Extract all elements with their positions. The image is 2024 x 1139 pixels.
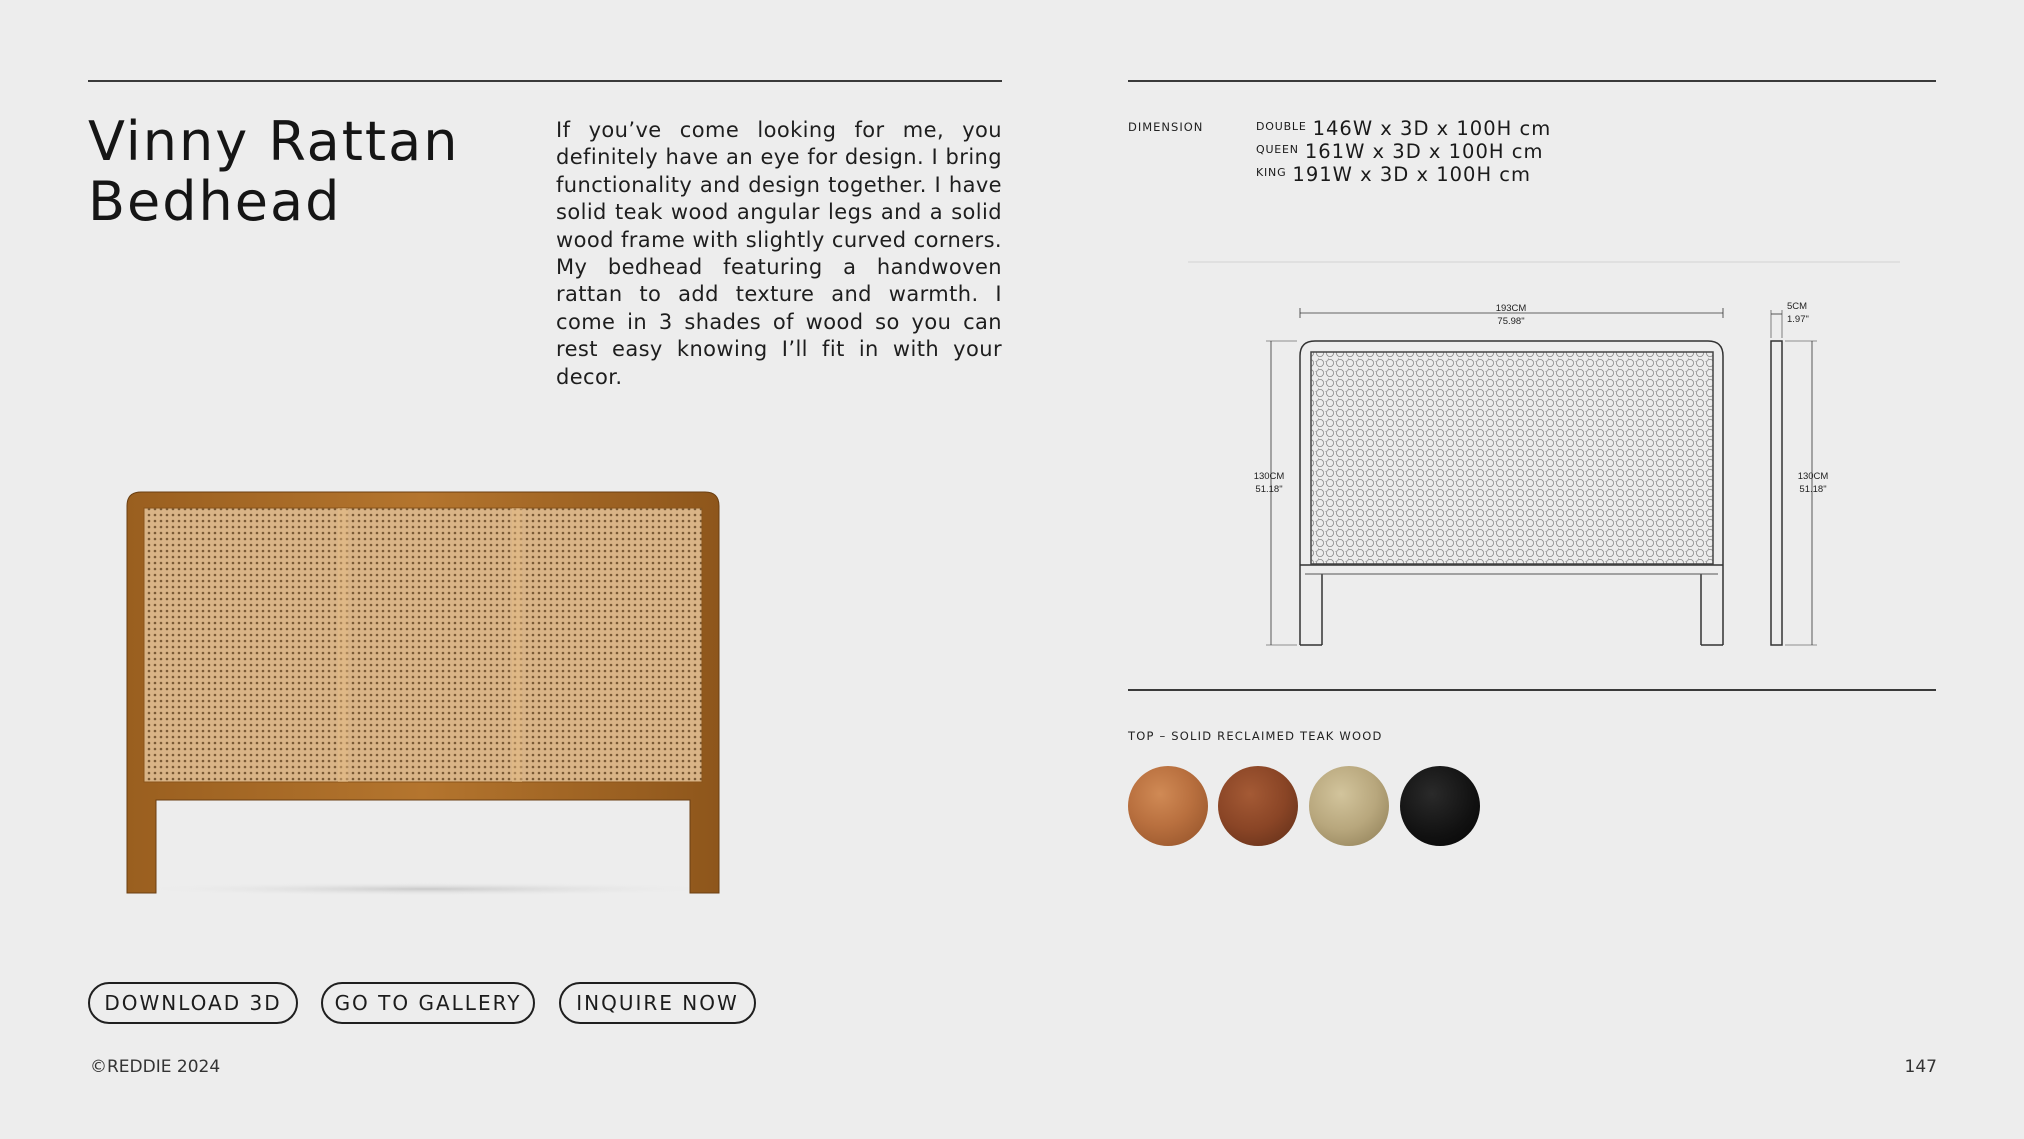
swatch-black[interactable] [1400, 766, 1480, 846]
dimension-value: 146W x 3D x 100H cm [1312, 117, 1552, 140]
product-description: If you’ve come looking for me, you definitely have an eye for design. I bring functionality and design together. I have solid teak wood angular legs and a solid wood frame with slightly curved corners. My bedhead featuring a handwoven rattan to add texture and warmth. I come in 3 shades of wood so you can rest easy knowing I’ll fit in with your decor. [556, 118, 1002, 389]
technical-drawing [1185, 258, 1905, 648]
drawing-width-in: 75.98" [1497, 316, 1525, 327]
dimension-value: 161W x 3D x 100H cm [1304, 140, 1544, 163]
dimension-size-label: KING [1256, 166, 1287, 179]
inquire-now-button[interactable]: INQUIRE NOW [559, 982, 756, 1024]
dimension-label: DIMENSION [1128, 120, 1204, 134]
swatch-natural-teak[interactable] [1128, 766, 1208, 846]
download-3d-button[interactable]: DOWNLOAD 3D [88, 982, 298, 1024]
product-image-headboard [122, 488, 732, 898]
dimension-list [1256, 117, 1551, 186]
drawing-height-cm-right: 130CM [1797, 471, 1829, 482]
material-label: TOP – SOLID RECLAIMED TEAK WOOD [1128, 729, 1383, 743]
product-title [88, 112, 459, 232]
drawing-height-in-right: 51.18" [1799, 484, 1827, 495]
drawing-height-in-left: 51.18" [1255, 484, 1283, 495]
dimension-size-label: DOUBLE [1256, 120, 1307, 133]
dimension-value: 191W x 3D x 100H cm [1292, 163, 1532, 186]
top-rule-left [88, 80, 1002, 82]
dimension-size-label: QUEEN [1256, 143, 1299, 156]
product-title-line-2: Bedhead [88, 170, 342, 233]
go-to-gallery-button[interactable]: GO TO GALLERY [321, 982, 535, 1024]
swatch-dark-walnut[interactable] [1218, 766, 1298, 846]
drawing-depth-in: 1.97" [1787, 314, 1809, 325]
dimension-row-double [1256, 117, 1551, 140]
page-number: 147 [1904, 1057, 1937, 1077]
drawing-width-cm: 193CM [1495, 303, 1527, 314]
drawing-depth-cm: 5CM [1787, 301, 1808, 312]
middle-rule-right [1128, 689, 1936, 691]
swatch-light-ash[interactable] [1309, 766, 1389, 846]
copyright-text: ©REDDIE 2024 [90, 1057, 221, 1077]
product-title-line-1: Vinny Rattan [88, 110, 460, 173]
dimension-row-king [1256, 163, 1551, 186]
top-rule-right [1128, 80, 1936, 82]
drawing-height-cm-left: 130CM [1253, 471, 1285, 482]
dimension-row-queen [1256, 140, 1551, 163]
